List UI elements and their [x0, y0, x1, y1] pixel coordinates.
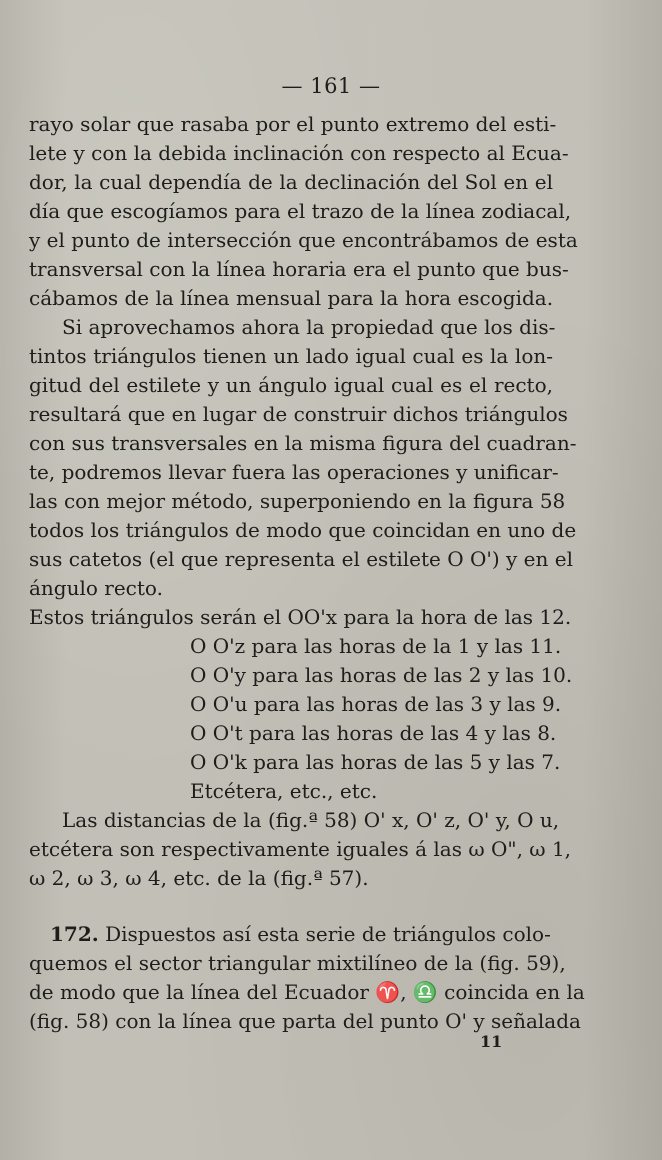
page-number: — 161 —: [281, 74, 381, 98]
text-line: las con mejor método, superponiendo en la figura 58: [29, 489, 566, 513]
triangle-item: O O'u para las horas de las 3 y las 9.: [190, 692, 562, 716]
section-number: 172.: [50, 922, 99, 946]
triangle-item: O O'k para las horas de las 5 y las 7.: [190, 750, 561, 774]
text-line: cábamos de la línea mensual para la hora escogida.: [29, 286, 554, 310]
text-line: sus catetos (el que representa el estilete O O') y en el: [29, 547, 573, 571]
text-line: gitud del estilete y un ángulo igual cual es el recto,: [29, 373, 553, 397]
section-first-line: [50, 920, 553, 948]
text-line: día que escogíamos para el trazo de la línea zodiacal,: [29, 199, 572, 223]
text-line: de modo que la línea del Ecuador ♈, ♎ coincida en la: [29, 980, 585, 1004]
text-line: resultará que en lugar de construir dichos triángulos: [29, 402, 568, 426]
text-line: tintos triángulos tienen un lado igual cual es la lon-: [29, 344, 553, 368]
text-line: transversal con la línea horaria era el punto que bus-: [29, 257, 569, 281]
signature-mark: 11: [480, 1032, 503, 1051]
text-line: Las distancias de la (fig.ª 58) O' x, O' z, O' y, O u,: [62, 808, 560, 832]
text-line: y el punto de intersección que encontrábamos de esta: [29, 228, 578, 252]
text-line: rayo solar que rasaba por el punto extremo del esti-: [29, 112, 557, 136]
text-line: ángulo recto.: [29, 576, 163, 600]
triangle-item: O O'y para las horas de las 2 y las 10.: [190, 663, 573, 687]
text-line: (fig. 58) con la línea que parta del punto O' y señalada: [29, 1009, 581, 1033]
triangle-item: Etcétera, etc., etc.: [190, 779, 378, 803]
text-line: etcétera son respectivamente iguales á las ω O", ω 1,: [29, 837, 572, 861]
text-line: lete y con la debida inclinación con respecto al Ecua-: [29, 141, 569, 165]
text-line: dor, la cual dependía de la declinación del Sol en el: [29, 170, 553, 194]
text-line: ω 2, ω 3, ω 4, etc. de la (fig.ª 57).: [29, 866, 369, 890]
text-line: te, podremos llevar fuera las operaciones y unificar-: [29, 460, 559, 484]
triangle-item: O O'z para las horas de la 1 y las 11.: [190, 634, 562, 658]
triangle-item: O O't para las horas de las 4 y las 8.: [190, 721, 557, 745]
triangles-intro: Estos triángulos serán el OO'x para la hora de las 12.: [29, 605, 572, 629]
section-text: Dispuestos así esta serie de triángulos colo-: [105, 922, 551, 946]
text-line: todos los triángulos de modo que coincidan en uno de: [29, 518, 577, 542]
text-line: con sus transversales en la misma figura del cuadran-: [29, 431, 577, 455]
text-line: quemos el sector triangular mixtilíneo de la (fig. 59),: [29, 951, 566, 975]
text-line: Si aprovechamos ahora la propiedad que los dis-: [62, 315, 556, 339]
